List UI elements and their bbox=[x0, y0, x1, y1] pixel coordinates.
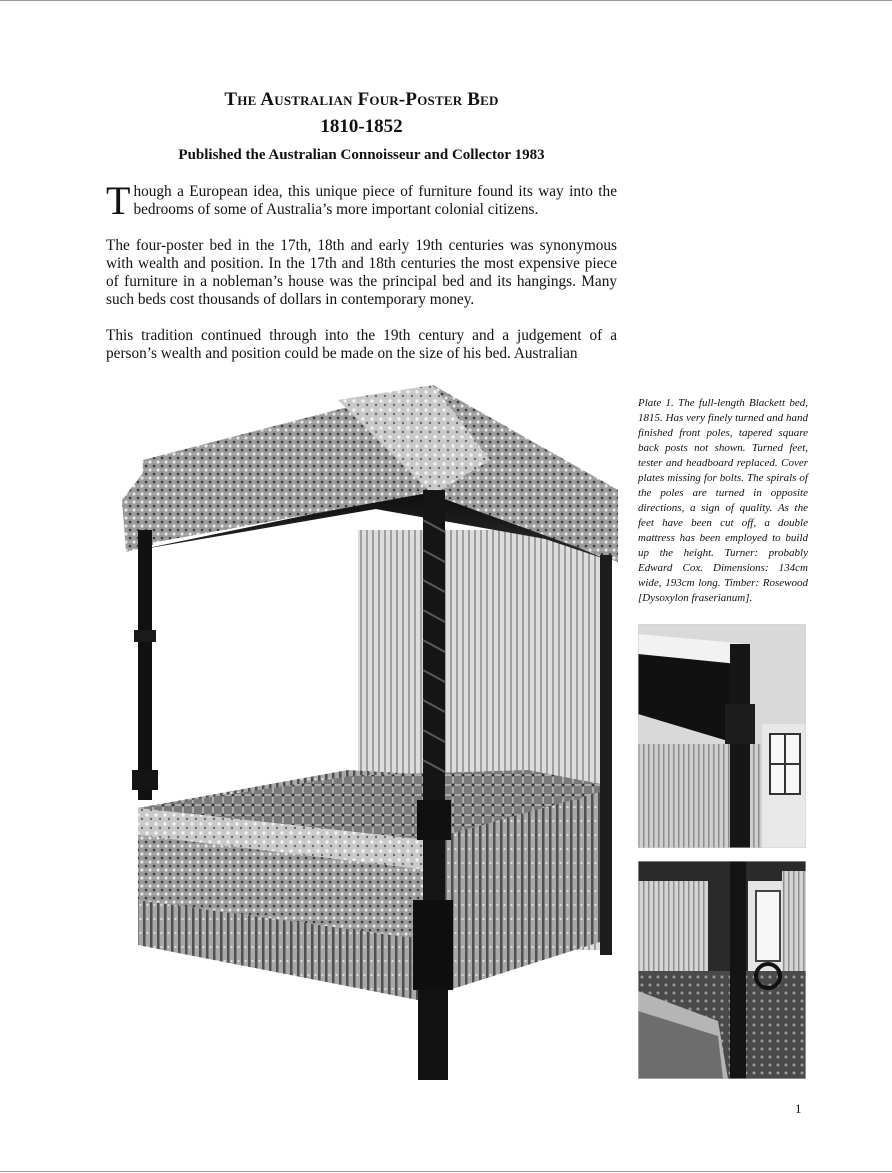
page-bottom-border bbox=[0, 1171, 892, 1172]
page-top-border bbox=[0, 0, 892, 1]
article-title: The Australian Four-Poster Bed bbox=[224, 89, 499, 110]
plate-caption: Plate 1. The full-length Blackett bed, 1815. Has very finely turned and hand finished front poles, tapered square back posts not shown. Turned feet, tester and headboard replaced. Cover plates missing for bolts. The spirals of the poles are turned in opposite directions, a sign of quality. As the feet have been cut off, a double mattress has been employed to build up the height. Turner: probably Edward Cox. Dimensions: 134cm wide, 193cm long. Timber: Rosewood [Dysoxylon fraserianum]. bbox=[638, 397, 808, 604]
article-years: 1810-1852 bbox=[320, 116, 403, 137]
body-paragraph-3: This tradition continued through into the 19th century and a judgement of a person’s wealth and position could be made on the size of his bed. Australian bbox=[106, 327, 617, 362]
intro-text: hough a European idea, this unique piece of furniture found its way into the bedrooms of some of Australia’s more important colonial citizens. bbox=[133, 183, 617, 218]
bed-photograph bbox=[108, 380, 620, 1088]
detail-photograph-canopy bbox=[638, 624, 806, 848]
detail-photograph-room bbox=[638, 861, 806, 1079]
drop-cap: T bbox=[106, 178, 131, 223]
publication-line: Published the Australian Connoisseur and Collector 1983 bbox=[178, 147, 545, 163]
body-paragraph-2: The four-poster bed in the 17th, 18th and early 19th centuries was synonymous with wealth and position. In the 17th and 18th centuries the most expensive piece of furniture in a nobleman’s house was the principal bed and its hangings. Many such beds cost thousands of dollars in contemporary money. bbox=[106, 237, 617, 308]
page-number: 1 bbox=[795, 1101, 802, 1116]
intro-paragraph bbox=[106, 178, 617, 223]
